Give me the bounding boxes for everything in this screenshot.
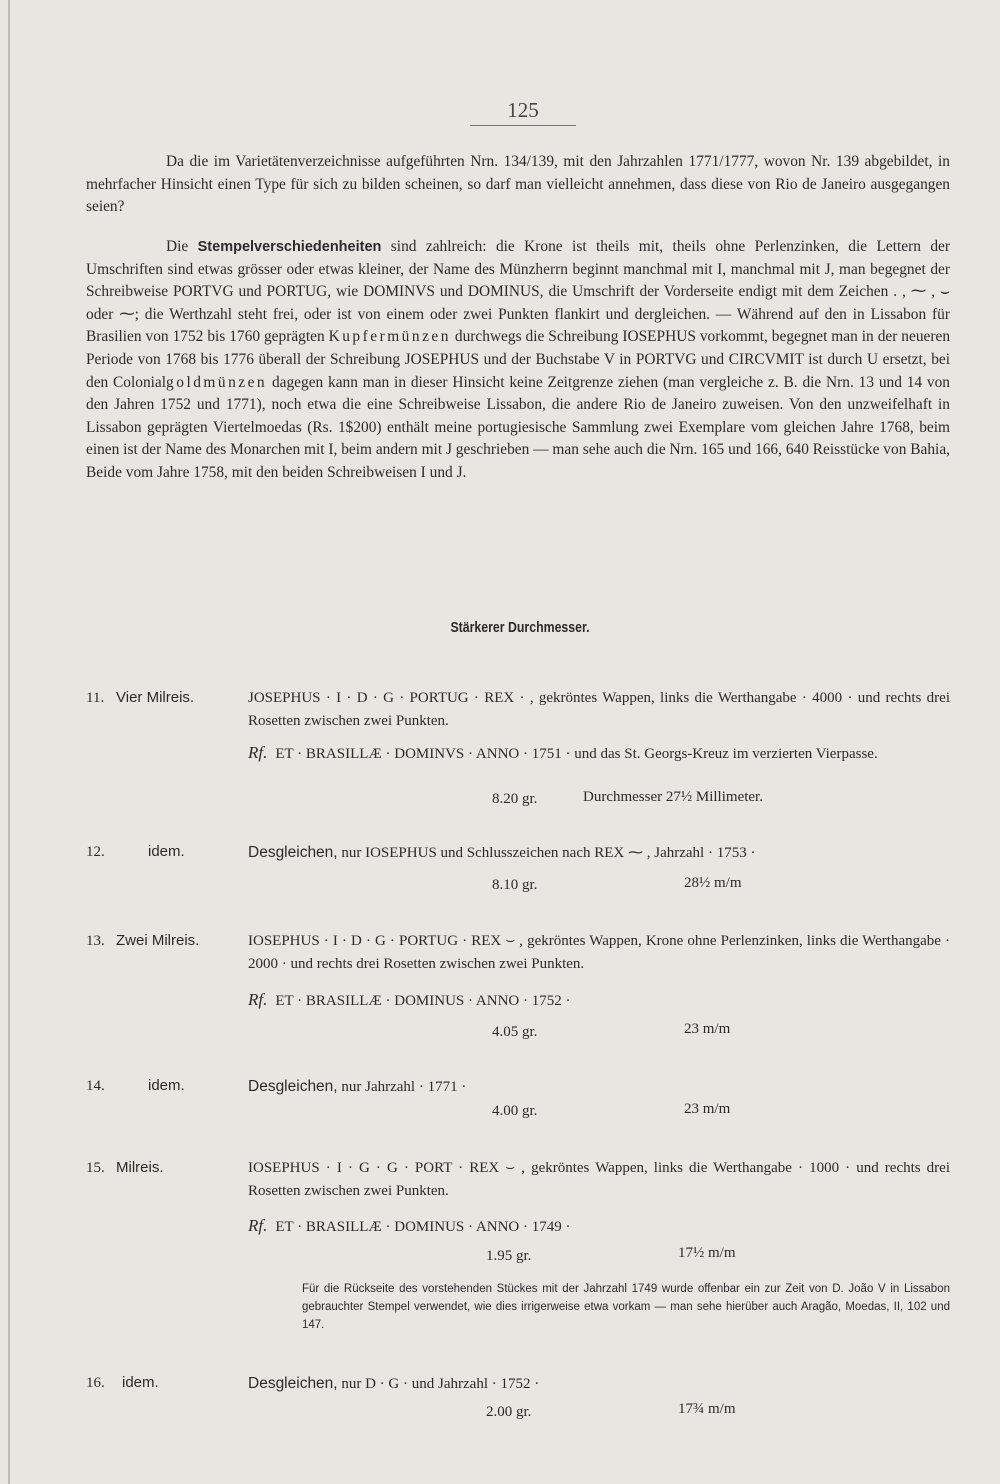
- entry-15-reverse: [248, 1214, 950, 1239]
- section-title: Stärkerer Durchmesser.: [450, 620, 590, 636]
- entry-11-obverse: JOSEPHUS · I · D · G · PORTUG · REX · , gekröntes Wappen, links die Werthangabe · 4000 · und rechts drei Rosetten zwischen zwei Punkten.: [248, 690, 950, 729]
- entry-15-diameter: 17½ m/m: [678, 1245, 736, 1261]
- entry-13-diameter: 23 m/m: [684, 1021, 731, 1037]
- entry-number: 11.: [86, 690, 105, 706]
- entry-12-diameter: 28½ m/m: [684, 875, 742, 891]
- entry-12-weight: 8.10 gr.: [492, 877, 538, 893]
- entry-15-weight: 1.95 gr.: [486, 1248, 532, 1264]
- entry-15-head: [86, 1159, 164, 1177]
- entry-denomination: Zwei Milreis.: [116, 932, 200, 949]
- entry-15-obverse: IOSEPHUS · I · G · G · PORT · REX ⌣ , gekröntes Wappen, links die Werthangabe · 1000 · und rechts drei Rosetten zwischen zwei Punkten.: [248, 1160, 950, 1199]
- entry-11-reverse: [248, 741, 950, 766]
- entry-14-weight: 4.00 gr.: [492, 1103, 538, 1119]
- intro-text-2: [86, 236, 950, 485]
- entry-11-diameter: Durchmesser 27½ Millimeter.: [583, 789, 763, 805]
- entry-16-obverse: [248, 1372, 950, 1396]
- entry-13-obverse: IOSEPHUS · I · D · G · PORTUG · REX ⌣ , gekröntes Wappen, Krone ohne Perlenzinken, links die Werthangabe · 2000 · und rechts drei Rosetten zwischen zwei Punkten.: [248, 933, 950, 972]
- obverse-text: nur IOSEPHUS und Schlusszeichen nach REX ⁓ , Jahrzahl · 1753 ·: [337, 845, 756, 861]
- entry-13-weight: 4.05 gr.: [492, 1024, 538, 1040]
- entry-denomination: Vier Milreis.: [116, 689, 195, 706]
- reverse-text: ET · BRASILLÆ · DOMINUS · ANNO · 1752 ·: [275, 993, 571, 1009]
- entry-16-weight: 2.00 gr.: [486, 1404, 532, 1420]
- stempel-term: Stempelverschiedenheiten: [197, 239, 382, 255]
- entry-13-reverse: [248, 988, 950, 1013]
- entry-11-weight: 8.20 gr.: [492, 791, 538, 807]
- intro-text-2a: Die: [166, 238, 198, 255]
- reverse-text: ET · BRASILLÆ · DOMINUS · ANNO · 1749 ·: [275, 1219, 571, 1235]
- reverse-marker: Rf.: [248, 743, 268, 762]
- entry-14-diameter: 23 m/m: [684, 1101, 731, 1117]
- entry-14-obverse: [248, 1075, 950, 1099]
- entry-denomination: idem.: [122, 1374, 159, 1391]
- intro-paragraph-1: [86, 151, 950, 219]
- reverse-marker: Rf.: [248, 990, 268, 1009]
- entry-number: 12.: [86, 844, 105, 860]
- entry-14-head: [86, 1077, 185, 1095]
- obverse-text: nur Jahrzahl · 1771 ·: [337, 1079, 467, 1095]
- desgleichen-term: Desgleichen,: [248, 844, 338, 861]
- entry-number: 14.: [86, 1078, 105, 1094]
- intro-text-2b: sind zahlreich: die Krone ist theils mit, theils ohne Perlenzinken, die Lettern der Umschriften sind etwas grösser oder etwas kleiner, der Name des Münzherrn beginnt manchmal mit I, manchmal mit J, man begegnet der Schreibweise PORTVG und PORTUG, wie DOMINVS und DOMINUS, die Umschrift der Vorderseite endigt mit dem Zeichen . , ⁓ , ⌣ oder ⁓; die Werthzahl steht frei, oder ist von einem oder zwei Punkten flankirt und dergleichen. — Während auf den in Lissabon für Brasilien von 1752 bis 1760 geprägten: [86, 238, 950, 346]
- entry-denomination: idem.: [148, 1077, 185, 1094]
- entry-number: 13.: [86, 933, 105, 949]
- page-edge-line: [8, 0, 10, 1484]
- entry-13-head: [86, 932, 199, 950]
- entry-denomination: Milreis.: [116, 1159, 164, 1176]
- goldmuenzen-term: goldmünzen: [166, 373, 268, 391]
- entry-12-obverse: [248, 841, 950, 865]
- reverse-marker: Rf.: [248, 1216, 268, 1235]
- desgleichen-term: Desgleichen,: [248, 1078, 338, 1095]
- desgleichen-term: Desgleichen,: [248, 1375, 338, 1392]
- entry-15-footnote: Für die Rückseite des vorstehenden Stückes mit der Jahrzahl 1749 wurde offenbar ein zur Zeit von D. João V in Lissabon gebrauchter Stempel verwendet, wie dies irrigerweise etwa vorkam — man sehe hierüber auch Aragão, Moedas, II, 102 und 147.: [302, 1283, 950, 1331]
- entry-number: 16.: [86, 1375, 105, 1391]
- obverse-text: nur D · G · und Jahrzahl · 1752 ·: [337, 1376, 540, 1392]
- entry-11-head: [86, 689, 194, 707]
- kupfermuenzen-term: Kupfermünzen: [328, 328, 451, 346]
- entry-12-head: [86, 843, 185, 861]
- intro-paragraph-2: [86, 236, 950, 485]
- entry-denomination: idem.: [148, 843, 185, 860]
- entry-16-head: [86, 1374, 159, 1392]
- page-number: 125: [507, 98, 539, 122]
- page-number-rule: [470, 125, 576, 126]
- entry-number: 15.: [86, 1160, 105, 1176]
- intro-text-2c: durchwegs die Schreibung IOSEPHUS vorkommt, begegnet man in der neueren Periode von 1768 bis 1776 überall der Schreibung JOSEPHUS und der Buchstabe V in PORTVG und CIRCVMIT ist durch U ersetzt, bei den Colonial: [86, 328, 951, 391]
- entry-16-diameter: 17¾ m/m: [678, 1401, 736, 1417]
- reverse-text: ET · BRASILLÆ · DOMINVS · ANNO · 1751 · und das St. Georgs-Kreuz im verzierten Vierpasse.: [275, 746, 878, 762]
- intro-text-2d: dagegen kann man in dieser Hinsicht keine Zeitgrenze ziehen (man vergleiche z. B. die Nrn. 13 und 14 von den Jahren 1752 und 1771), noch etwa die eine Schreibweise Lissabon, die andere Rio de Janeiro zuweisen. Von den unzweifelhaft in Lissabon geprägten Viertelmoedas (Rs. 1$200) enthält meine portugiesische Sammlung zwei Exemplare vom gleichen Jahre 1768, beim einen ist der Name des Monarchen mit I, beim andern mit J geschrieben — man sehe auch die Nrn. 165 und 166, 640 Reisstücke von Bahia, Beide vom Jahre 1758, mit den beiden Schreibweisen I und J.: [86, 373, 950, 481]
- intro-text-1: Da die im Varietätenverzeichnisse aufgeführten Nrn. 134/139, mit den Jahrzahlen 1771/1777, wovon Nr. 139 abgebildet, in mehrfacher Hinsicht einen Type für sich zu bilden scheinen, so darf man vielleicht annehmen, dass diese von Rio de Janeiro ausgegangen seien?: [86, 153, 950, 216]
